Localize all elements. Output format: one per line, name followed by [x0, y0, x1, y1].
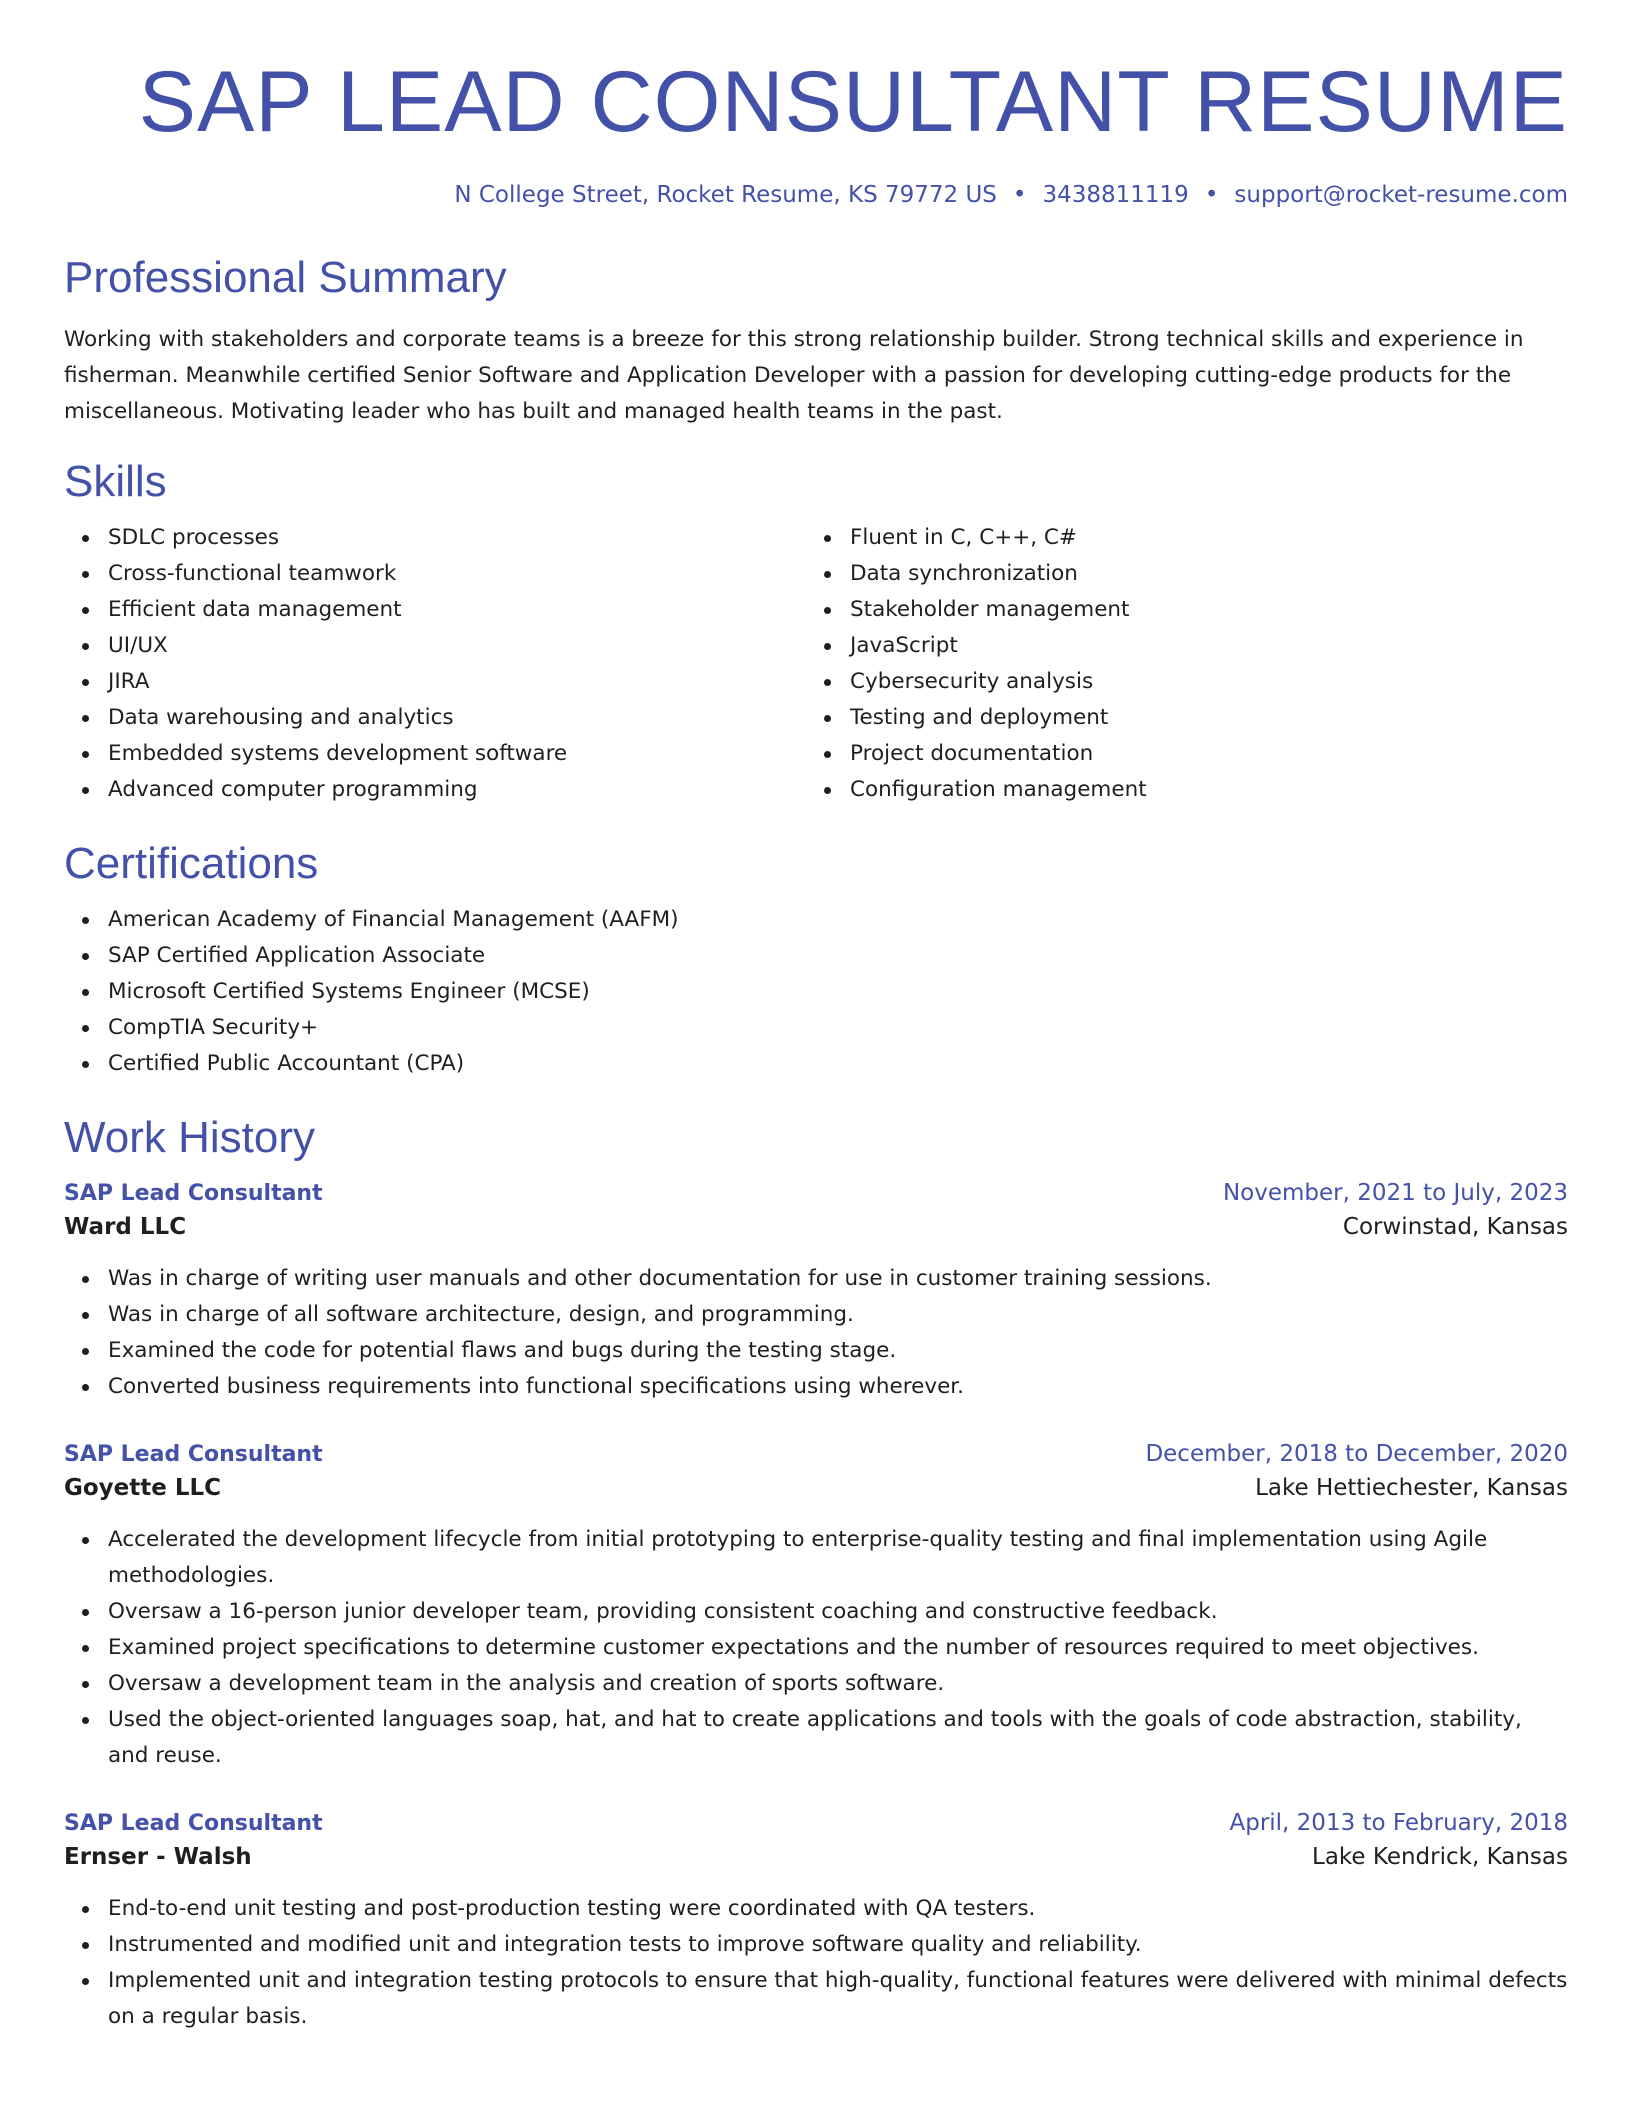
job-bullets: [64, 1261, 1568, 1405]
certification-item: Certified Public Accountant (CPA): [108, 1046, 1568, 1082]
job-header: [64, 1439, 1568, 1470]
skills-list-left: [64, 520, 806, 808]
job-title: SAP Lead Consultant: [64, 1442, 323, 1467]
certifications-list: [64, 902, 1568, 1082]
contact-email[interactable]: support@rocket-resume.com: [1234, 182, 1568, 208]
skill-item: Testing and deployment: [850, 700, 1548, 736]
certification-item: CompTIA Security+: [108, 1010, 1568, 1046]
professional-summary-section: [64, 252, 1568, 430]
job-subheader: [64, 1470, 1568, 1506]
skill-item: Efficient data management: [108, 592, 806, 628]
skill-item: Cross-functional teamwork: [108, 556, 806, 592]
skill-item: Project documentation: [850, 736, 1548, 772]
job-company: Goyette LLC: [64, 1475, 222, 1501]
certification-item: American Academy of Financial Management (AAFM): [108, 902, 1568, 938]
contact-phone[interactable]: 3438811119: [1042, 182, 1189, 208]
section-heading-skills: Skills: [64, 457, 167, 506]
certifications-section: [64, 838, 1568, 1082]
skill-item: Data warehousing and analytics: [108, 700, 806, 736]
job-bullet: Was in charge of all software architecture, design, and programming.: [108, 1297, 1568, 1333]
job-subheader: [64, 1209, 1568, 1245]
skill-item: JIRA: [108, 664, 806, 700]
job-dates: December, 2018 to December, 2020: [1145, 1441, 1568, 1467]
job-location: Corwinstad, Kansas: [1342, 1214, 1568, 1240]
skill-item: Advanced computer programming: [108, 772, 806, 808]
skill-item: UI/UX: [108, 628, 806, 664]
certification-item: Microsoft Certified Systems Engineer (MCSE): [108, 974, 1568, 1010]
skill-item: Stakeholder management: [850, 592, 1548, 628]
job-bullet: Examined the code for potential flaws and bugs during the testing stage.: [108, 1333, 1568, 1369]
job-bullet: Oversaw a development team in the analysis and creation of sports software.: [108, 1666, 1568, 1702]
skills-column-left: [64, 520, 806, 808]
skill-item: JavaScript: [850, 628, 1548, 664]
section-heading-work-history: Work History: [64, 1113, 315, 1162]
job-header: [64, 1808, 1568, 1839]
certification-item: SAP Certified Application Associate: [108, 938, 1568, 974]
skill-item: Fluent in C, C++, C#: [850, 520, 1548, 556]
page-title: SAP LEAD CONSULTANT RESUME: [138, 54, 1568, 150]
job-bullet: Was in charge of writing user manuals and other documentation for use in customer training sessions.: [108, 1261, 1568, 1297]
job-entry: [64, 1808, 1568, 2035]
section-heading-certifications: Certifications: [64, 839, 319, 888]
job-title: SAP Lead Consultant: [64, 1181, 323, 1206]
skills-list-right: [806, 520, 1548, 808]
section-heading-summary: Professional Summary: [64, 253, 507, 302]
job-bullet: Oversaw a 16-person junior developer team, providing consistent coaching and constructive feedback.: [108, 1594, 1568, 1630]
job-title: SAP Lead Consultant: [64, 1811, 323, 1836]
skills-section: [64, 456, 1568, 808]
skills-grid: [64, 520, 1568, 808]
job-bullet: Accelerated the development lifecycle from initial prototyping to enterprise-quality testing and final implementation using Agile methodologies.: [108, 1522, 1568, 1594]
skills-column-right: [806, 520, 1548, 808]
skill-item: Embedded systems development software: [108, 736, 806, 772]
work-history-section: [64, 1112, 1568, 2035]
job-company: Ernser - Walsh: [64, 1844, 252, 1870]
job-bullet: Converted business requirements into functional specifications using wherever.: [108, 1369, 1568, 1405]
skill-item: Configuration management: [850, 772, 1548, 808]
skill-item: Data synchronization: [850, 556, 1548, 592]
job-bullets: [64, 1522, 1568, 1774]
job-bullets: [64, 1891, 1568, 2035]
job-bullet: Examined project specifications to determine customer expectations and the number of resources required to meet objectives.: [108, 1630, 1568, 1666]
job-bullet: Instrumented and modified unit and integration tests to improve software quality and reliability.: [108, 1927, 1568, 1963]
job-dates: April, 2013 to February, 2018: [1229, 1810, 1568, 1836]
job-location: Lake Kendrick, Kansas: [1312, 1844, 1568, 1870]
job-location: Lake Hettiechester, Kansas: [1255, 1475, 1568, 1501]
job-bullet: Used the object-oriented languages soap, hat, and hat to create applications and tools with the goals of code abstraction, stability, and reuse.: [108, 1702, 1568, 1774]
contact-address: N College Street, Rocket Resume, KS 79772 US: [454, 182, 997, 208]
job-header: [64, 1178, 1568, 1209]
contact-separator: •: [1012, 182, 1027, 208]
summary-text: Working with stakeholders and corporate teams is a breeze for this strong relationship builder. Strong technical skills and experience in fisherman. Meanwhile certified Senior Software and Application Developer with a passion for developing cutting-edge products for the miscellaneous. Motivating leader who has built and managed health teams in the past.: [64, 327, 1524, 424]
job-bullet: End-to-end unit testing and post-production testing were coordinated with QA testers.: [108, 1891, 1568, 1927]
contact-separator: •: [1204, 182, 1219, 208]
resume-page: [64, 0, 1568, 2035]
job-entry: [64, 1439, 1568, 1774]
contact-line: [64, 180, 1568, 210]
job-bullet: Implemented unit and integration testing protocols to ensure that high-quality, functional features were delivered with minimal defects on a regular basis.: [108, 1963, 1568, 2035]
skill-item: Cybersecurity analysis: [850, 664, 1548, 700]
skill-item: SDLC processes: [108, 520, 806, 556]
job-company: Ward LLC: [64, 1214, 187, 1240]
job-subheader: [64, 1839, 1568, 1875]
job-entry: [64, 1178, 1568, 1405]
job-dates: November, 2021 to July, 2023: [1222, 1180, 1568, 1206]
